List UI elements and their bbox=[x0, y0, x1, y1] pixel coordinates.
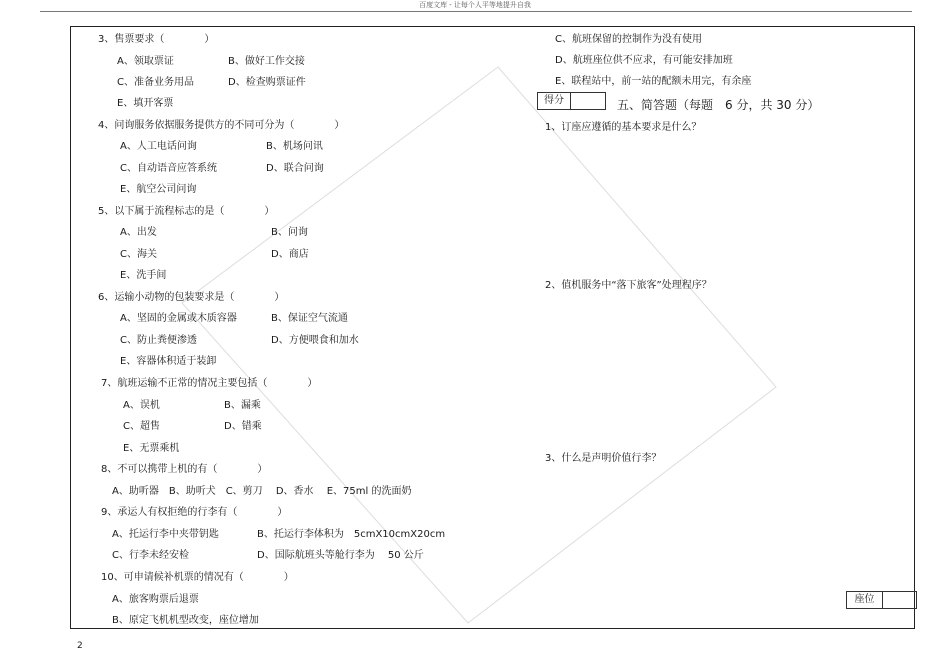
q3-option-a: A、领取票证 bbox=[117, 56, 174, 67]
q5-option-d: D、商店 bbox=[271, 249, 309, 260]
seat-label: 座位 bbox=[854, 594, 875, 605]
q6-stem: 6、运输小动物的包装要求是（ ） bbox=[98, 292, 285, 303]
page-header: 百度文库 - 让每个人平等地提升自我 bbox=[419, 1, 531, 9]
q9-option-a: A、托运行李中夹带钥匙 bbox=[112, 529, 219, 540]
header-rule bbox=[40, 11, 912, 12]
q5-option-a: A、出发 bbox=[120, 227, 157, 238]
seat-divider bbox=[882, 592, 883, 608]
q10-option-a: A、旅客购票后退票 bbox=[112, 594, 199, 605]
q4-option-e: E、航空公司问询 bbox=[120, 184, 197, 195]
seat-box bbox=[846, 591, 917, 609]
q7-option-d: D、错乘 bbox=[224, 421, 262, 432]
score-box bbox=[537, 92, 606, 110]
short-question-1: 1、订座应遵循的基本要求是什么？ bbox=[545, 122, 702, 133]
q3-option-e: E、填开客票 bbox=[117, 98, 174, 109]
q8-options: A、助听器 B、助听犬 C、剪刀 D、香水 E、75ml 的洗面奶 bbox=[112, 486, 412, 497]
q6-option-e: E、容器体积适于装卸 bbox=[120, 356, 217, 367]
q9-option-b: B、托运行李体积为 5cmX10cmX20cm bbox=[257, 529, 446, 540]
q7-option-b: B、漏乘 bbox=[224, 400, 261, 411]
q7-option-a: A、误机 bbox=[123, 400, 160, 411]
q5-stem: 5、以下属于流程标志的是（ ） bbox=[98, 206, 275, 217]
q4-option-b: B、机场问讯 bbox=[266, 141, 323, 152]
q6-option-a: A、坚固的金属或木质容器 bbox=[120, 313, 237, 324]
q4-stem: 4、问询服务依据服务提供方的不同可分为（ ） bbox=[98, 120, 345, 131]
q5-option-c: C、海关 bbox=[120, 249, 157, 260]
q5-option-b: B、问询 bbox=[271, 227, 308, 238]
page-number: 2 bbox=[77, 641, 83, 651]
score-label: 得分 bbox=[544, 95, 564, 106]
q8-stem: 8、不可以携带上机的有（ ） bbox=[101, 464, 268, 475]
q9-option-c: C、行李未经安检 bbox=[112, 550, 189, 561]
q10-option-e: E、联程站中，前一站的配额未用完，有余座 bbox=[555, 76, 752, 87]
q10-stem: 10、可申请候补机票的情况有（ ） bbox=[101, 572, 294, 583]
short-question-3: 3、什么是声明价值行李？ bbox=[545, 453, 662, 464]
q7-option-e: E、无票乘机 bbox=[123, 443, 180, 454]
q4-option-c: C、自动语音应答系统 bbox=[120, 163, 217, 174]
q6-option-d: D、方便喂食和加水 bbox=[271, 335, 359, 346]
q3-option-d: D、检查购票证件 bbox=[228, 77, 306, 88]
q10-option-b: B、原定飞机机型改变，座位增加 bbox=[112, 615, 259, 626]
q9-stem: 9、承运人有权拒绝的行李有（ ） bbox=[101, 507, 288, 518]
q6-option-b: B、保证空气流通 bbox=[271, 313, 348, 324]
q10-option-d: D、航班座位供不应求，有可能安排加班 bbox=[555, 55, 733, 66]
q7-option-c: C、超售 bbox=[123, 421, 160, 432]
q3-option-b: B、做好工作交接 bbox=[228, 56, 305, 67]
q10-option-c: C、航班保留的控制作为没有使用 bbox=[555, 34, 702, 45]
q3-option-c: C、准备业务用品 bbox=[117, 77, 194, 88]
q5-option-e: E、洗手间 bbox=[120, 270, 167, 281]
q6-option-c: C、防止粪便渗透 bbox=[120, 335, 197, 346]
score-divider bbox=[570, 93, 571, 109]
q3-stem: 3、售票要求（ ） bbox=[98, 34, 215, 45]
q4-option-a: A、人工电话问询 bbox=[120, 141, 197, 152]
q7-stem: 7、航班运输不正常的情况主要包括（ ） bbox=[101, 378, 318, 389]
short-question-2: 2、值机服务中“落下旅客”处理程序？ bbox=[545, 280, 712, 291]
q4-option-d: D、联合问询 bbox=[266, 163, 324, 174]
q9-option-d: D、国际航班头等舱行李为 50 公斤 bbox=[257, 550, 424, 561]
section-title: 五、简答题（每题 6 分，共 30 分） bbox=[617, 98, 820, 112]
